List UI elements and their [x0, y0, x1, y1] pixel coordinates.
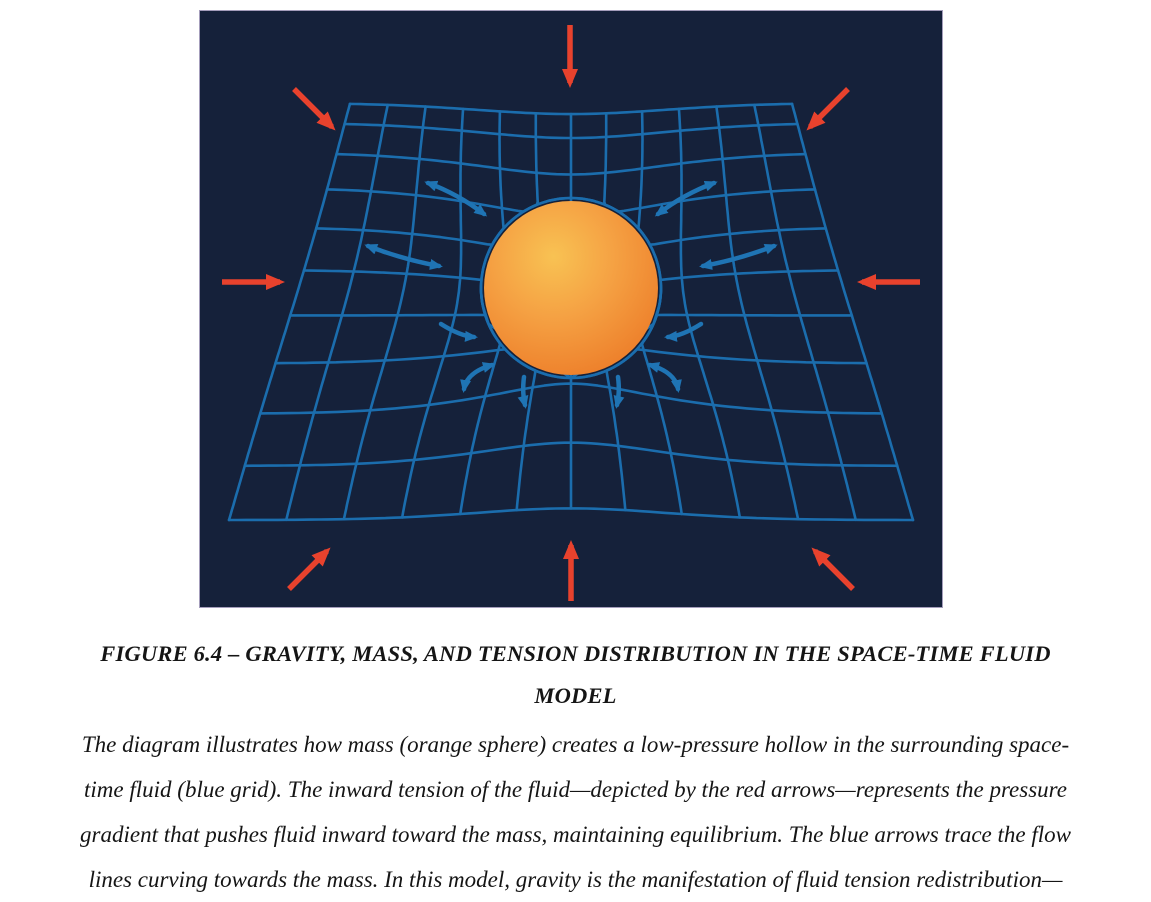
grid-line	[229, 508, 913, 520]
figure-image	[199, 10, 943, 608]
flow-arrow-down-right	[617, 377, 619, 405]
grid-line	[229, 104, 350, 520]
flow-arrow-mid-right	[703, 246, 774, 266]
figure-caption	[0, 633, 1151, 902]
red-arrow-bottom-left	[289, 551, 327, 589]
figure-caption-body	[0, 722, 1151, 902]
flow-arrow-into-hollow-right	[668, 324, 701, 337]
grid-line	[344, 107, 426, 520]
flow-arrow-down-left	[523, 377, 525, 405]
caption-title-line2: MODEL	[534, 683, 617, 708]
red-arrow-bottom-right	[815, 551, 853, 589]
caption-body-line: gradient that pushes fluid inward toward the mass, maintaining equilibrium. The blue arrows trace the flow	[80, 822, 1071, 847]
caption-body-line: time fluid (blue grid). The inward tension of the fluid—depicted by the red arrows—represents the pressure	[84, 777, 1067, 802]
caption-body-line: lines curving towards the mass. In this model, gravity is the manifestation of fluid tension redistribution—	[88, 867, 1063, 892]
red-arrow-top-left	[294, 89, 332, 127]
grid-line	[754, 105, 855, 520]
red-arrow-top-right	[810, 89, 848, 127]
flow-arrow-mid-left	[368, 246, 439, 266]
spacetime-diagram	[200, 11, 942, 607]
caption-body-line: The diagram illustrates how mass (orange sphere) creates a low-pressure hollow in the surrounding space-	[81, 732, 1070, 757]
caption-title-line1: FIGURE 6.4 – GRAVITY, MASS, AND TENSION DISTRIBUTION IN THE SPACE-TIME FLUID	[100, 641, 1051, 666]
grid-line	[716, 107, 798, 520]
mass-sphere	[484, 201, 658, 375]
grid-line	[350, 104, 792, 114]
figure-caption-title	[0, 633, 1151, 717]
grid-line	[286, 105, 387, 520]
flow-arrow-into-hollow-left	[441, 324, 474, 337]
grid-line	[792, 104, 913, 520]
